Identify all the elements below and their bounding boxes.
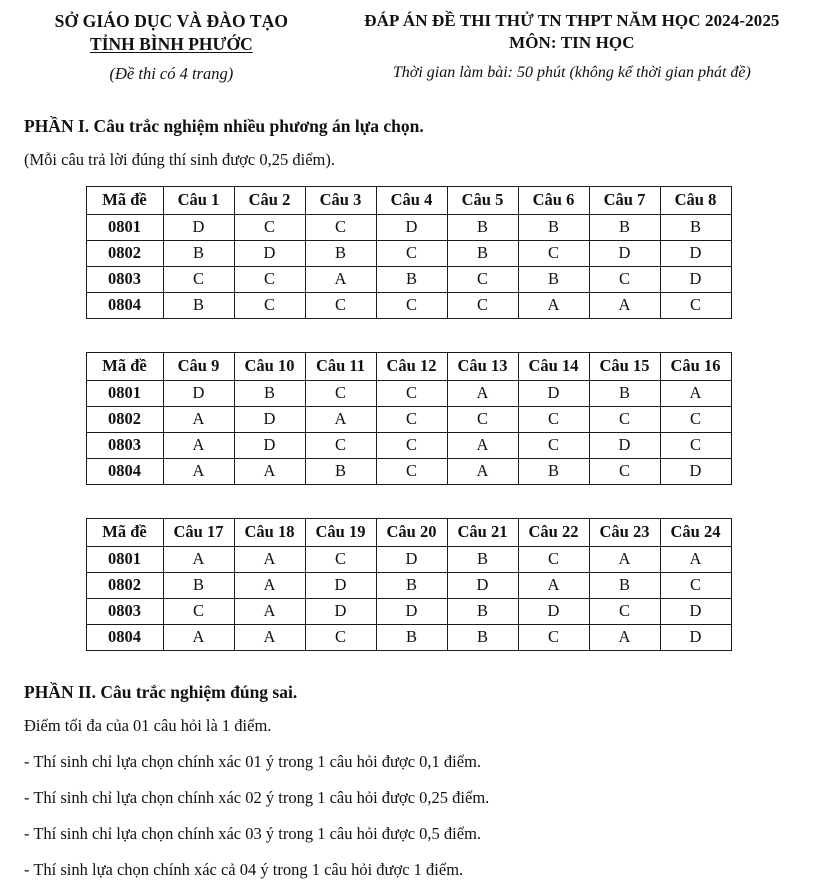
column-header-question: Câu 18 bbox=[234, 518, 305, 546]
answer-cell: B bbox=[376, 624, 447, 650]
answer-cell: A bbox=[589, 292, 660, 318]
answer-cell: A bbox=[163, 432, 234, 458]
answer-cell: D bbox=[376, 214, 447, 240]
answer-cell: B bbox=[447, 240, 518, 266]
answer-cell: D bbox=[305, 572, 376, 598]
document-header bbox=[0, 0, 817, 85]
answer-cell: A bbox=[447, 432, 518, 458]
table-row bbox=[86, 406, 731, 432]
answer-cell: C bbox=[305, 214, 376, 240]
answer-cell: B bbox=[589, 214, 660, 240]
exam-code-cell: 0802 bbox=[86, 240, 163, 266]
table-header-row bbox=[86, 518, 731, 546]
column-header-question: Câu 13 bbox=[447, 352, 518, 380]
answer-cell: C bbox=[518, 624, 589, 650]
subject-name: MÔN: TIN HỌC bbox=[509, 33, 635, 53]
answer-cell: C bbox=[376, 406, 447, 432]
column-header-question: Câu 3 bbox=[305, 186, 376, 214]
column-header-question: Câu 21 bbox=[447, 518, 518, 546]
answer-cell: B bbox=[518, 458, 589, 484]
part-1-section bbox=[0, 116, 817, 170]
column-header-question: Câu 8 bbox=[660, 186, 731, 214]
exam-code-cell: 0803 bbox=[86, 598, 163, 624]
column-header-question: Câu 19 bbox=[305, 518, 376, 546]
answer-cell: A bbox=[518, 292, 589, 318]
answer-cell: B bbox=[518, 214, 589, 240]
answer-cell: B bbox=[589, 380, 660, 406]
answer-cell: A bbox=[163, 624, 234, 650]
part-2-section bbox=[0, 682, 817, 880]
header-left-block bbox=[8, 10, 335, 85]
column-header-question: Câu 20 bbox=[376, 518, 447, 546]
department-name: SỞ GIÁO DỤC VÀ ĐÀO TẠO bbox=[54, 11, 289, 31]
answer-cell: A bbox=[163, 546, 234, 572]
table-row bbox=[86, 432, 731, 458]
answer-cell: D bbox=[589, 240, 660, 266]
answer-cell: C bbox=[305, 624, 376, 650]
answer-cell: D bbox=[305, 598, 376, 624]
column-header-question: Câu 6 bbox=[518, 186, 589, 214]
answer-cell: D bbox=[234, 432, 305, 458]
answer-cell: D bbox=[376, 598, 447, 624]
answer-cell: A bbox=[163, 458, 234, 484]
answer-cell: C bbox=[589, 406, 660, 432]
column-header-question: Câu 9 bbox=[163, 352, 234, 380]
answer-cell: B bbox=[518, 266, 589, 292]
answer-cell: C bbox=[660, 292, 731, 318]
answer-cell: C bbox=[163, 266, 234, 292]
table-row bbox=[86, 266, 731, 292]
answer-tables-container bbox=[0, 186, 817, 651]
answer-cell: A bbox=[234, 624, 305, 650]
duration-note: Thời gian làm bài: 50 phút (không kể thời gian phát đề) bbox=[392, 63, 751, 81]
column-header-question: Câu 16 bbox=[660, 352, 731, 380]
answer-cell: C bbox=[305, 292, 376, 318]
part-2-bullet: - Thí sinh chỉ lựa chọn chính xác 01 ý trong 1 câu hỏi được 0,1 điểm. bbox=[24, 751, 482, 771]
answer-cell: D bbox=[660, 624, 731, 650]
exam-code-cell: 0803 bbox=[86, 432, 163, 458]
column-header-question: Câu 1 bbox=[163, 186, 234, 214]
table-header-row bbox=[86, 352, 731, 380]
column-header-question: Câu 14 bbox=[518, 352, 589, 380]
answer-cell: B bbox=[447, 624, 518, 650]
answer-cell: D bbox=[376, 546, 447, 572]
answer-cell: A bbox=[447, 380, 518, 406]
answer-cell: B bbox=[234, 380, 305, 406]
answer-cell: C bbox=[305, 432, 376, 458]
answer-cell: B bbox=[163, 240, 234, 266]
table-row bbox=[86, 214, 731, 240]
answer-cell: A bbox=[305, 406, 376, 432]
answer-cell: B bbox=[376, 266, 447, 292]
answer-cell: B bbox=[305, 240, 376, 266]
answer-cell: B bbox=[447, 598, 518, 624]
table-row bbox=[86, 240, 731, 266]
answer-cell: A bbox=[660, 546, 731, 572]
answer-cell: C bbox=[589, 266, 660, 292]
table-row bbox=[86, 380, 731, 406]
page-count-note: (Đề thi có 4 trang) bbox=[109, 64, 234, 84]
answer-table bbox=[86, 518, 732, 651]
part-2-bullet: - Thí sinh chỉ lựa chọn chính xác 02 ý trong 1 câu hỏi được 0,25 điểm. bbox=[24, 787, 490, 807]
answer-cell: A bbox=[589, 624, 660, 650]
column-header-question: Câu 11 bbox=[305, 352, 376, 380]
answer-cell: B bbox=[163, 292, 234, 318]
answer-cell: B bbox=[376, 572, 447, 598]
table-row bbox=[86, 546, 731, 572]
answer-cell: B bbox=[660, 214, 731, 240]
table-row bbox=[86, 458, 731, 484]
column-header-question: Câu 4 bbox=[376, 186, 447, 214]
answer-cell: C bbox=[447, 266, 518, 292]
exam-code-cell: 0801 bbox=[86, 214, 163, 240]
exam-code-cell: 0804 bbox=[86, 624, 163, 650]
column-header-question: Câu 10 bbox=[234, 352, 305, 380]
answer-cell: D bbox=[163, 214, 234, 240]
exam-code-cell: 0802 bbox=[86, 572, 163, 598]
answer-cell: C bbox=[376, 292, 447, 318]
answer-cell: D bbox=[234, 240, 305, 266]
answer-cell: C bbox=[660, 572, 731, 598]
answer-cell: C bbox=[518, 546, 589, 572]
exam-title: ĐÁP ÁN ĐỀ THI THỬ TN THPT NĂM HỌC 2024-2025 bbox=[364, 11, 780, 30]
table-row bbox=[86, 572, 731, 598]
answer-cell: C bbox=[660, 406, 731, 432]
table-header-row bbox=[86, 186, 731, 214]
answer-cell: C bbox=[660, 432, 731, 458]
answer-cell: C bbox=[518, 240, 589, 266]
answer-cell: B bbox=[589, 572, 660, 598]
answer-cell: C bbox=[447, 292, 518, 318]
part-2-bullet: - Thí sinh chỉ lựa chọn chính xác 03 ý trong 1 câu hỏi được 0,5 điểm. bbox=[24, 823, 482, 843]
answer-cell: C bbox=[376, 380, 447, 406]
column-header-question: Câu 17 bbox=[163, 518, 234, 546]
exam-code-cell: 0804 bbox=[86, 292, 163, 318]
column-header-question: Câu 24 bbox=[660, 518, 731, 546]
answer-cell: B bbox=[447, 214, 518, 240]
answer-cell: A bbox=[234, 458, 305, 484]
part-2-heading: PHẦN II. Câu trắc nghiệm đúng sai. bbox=[24, 681, 298, 702]
answer-cell: A bbox=[518, 572, 589, 598]
answer-cell: C bbox=[376, 240, 447, 266]
table-row bbox=[86, 598, 731, 624]
column-header-question: Câu 22 bbox=[518, 518, 589, 546]
part-1-note: (Mỗi câu trả lời đúng thí sinh được 0,25 điểm). bbox=[24, 149, 335, 169]
exam-code-cell: 0801 bbox=[86, 380, 163, 406]
answer-cell: A bbox=[305, 266, 376, 292]
column-header-question: Câu 2 bbox=[234, 186, 305, 214]
part-2-bullet-list bbox=[24, 752, 809, 880]
answer-cell: B bbox=[305, 458, 376, 484]
exam-code-cell: 0804 bbox=[86, 458, 163, 484]
answer-cell: D bbox=[660, 266, 731, 292]
answer-cell: D bbox=[447, 572, 518, 598]
column-header-question: Câu 15 bbox=[589, 352, 660, 380]
answer-cell: C bbox=[376, 458, 447, 484]
column-header-question: Câu 5 bbox=[447, 186, 518, 214]
answer-cell: C bbox=[305, 546, 376, 572]
answer-cell: C bbox=[163, 598, 234, 624]
column-header-code: Mã đề bbox=[86, 186, 163, 214]
answer-cell: A bbox=[660, 380, 731, 406]
answer-cell: B bbox=[163, 572, 234, 598]
column-header-code: Mã đề bbox=[86, 352, 163, 380]
answer-cell: C bbox=[518, 432, 589, 458]
answer-cell: C bbox=[234, 266, 305, 292]
table-row bbox=[86, 624, 731, 650]
exam-code-cell: 0801 bbox=[86, 546, 163, 572]
exam-code-cell: 0802 bbox=[86, 406, 163, 432]
answer-cell: C bbox=[589, 598, 660, 624]
answer-cell: C bbox=[376, 432, 447, 458]
answer-cell: A bbox=[234, 546, 305, 572]
answer-cell: A bbox=[589, 546, 660, 572]
table-row bbox=[86, 292, 731, 318]
column-header-code: Mã đề bbox=[86, 518, 163, 546]
part-2-bullet: - Thí sinh lựa chọn chính xác cả 04 ý trong 1 câu hỏi được 1 điểm. bbox=[24, 859, 464, 879]
answer-cell: D bbox=[660, 240, 731, 266]
answer-cell: D bbox=[234, 406, 305, 432]
answer-cell: A bbox=[234, 572, 305, 598]
answer-cell: C bbox=[447, 406, 518, 432]
answer-cell: A bbox=[447, 458, 518, 484]
answer-cell: D bbox=[589, 432, 660, 458]
answer-cell: C bbox=[589, 458, 660, 484]
answer-cell: D bbox=[518, 598, 589, 624]
answer-cell: C bbox=[305, 380, 376, 406]
answer-cell: D bbox=[163, 380, 234, 406]
exam-code-cell: 0803 bbox=[86, 266, 163, 292]
answer-cell: C bbox=[518, 406, 589, 432]
province-name: TỈNH BÌNH PHƯỚC bbox=[90, 34, 253, 55]
answer-cell: A bbox=[163, 406, 234, 432]
answer-cell: A bbox=[234, 598, 305, 624]
answer-cell: B bbox=[447, 546, 518, 572]
answer-cell: D bbox=[660, 598, 731, 624]
header-right-block bbox=[335, 10, 809, 83]
answer-cell: C bbox=[234, 292, 305, 318]
answer-table bbox=[86, 186, 732, 319]
answer-table bbox=[86, 352, 732, 485]
column-header-question: Câu 12 bbox=[376, 352, 447, 380]
column-header-question: Câu 7 bbox=[589, 186, 660, 214]
part-2-intro: Điểm tối đa của 01 câu hỏi là 1 điểm. bbox=[24, 715, 272, 735]
part-1-heading: PHẦN I. Câu trắc nghiệm nhiều phương án lựa chọn. bbox=[24, 115, 424, 136]
column-header-question: Câu 23 bbox=[589, 518, 660, 546]
answer-cell: C bbox=[234, 214, 305, 240]
answer-cell: D bbox=[518, 380, 589, 406]
answer-cell: D bbox=[660, 458, 731, 484]
